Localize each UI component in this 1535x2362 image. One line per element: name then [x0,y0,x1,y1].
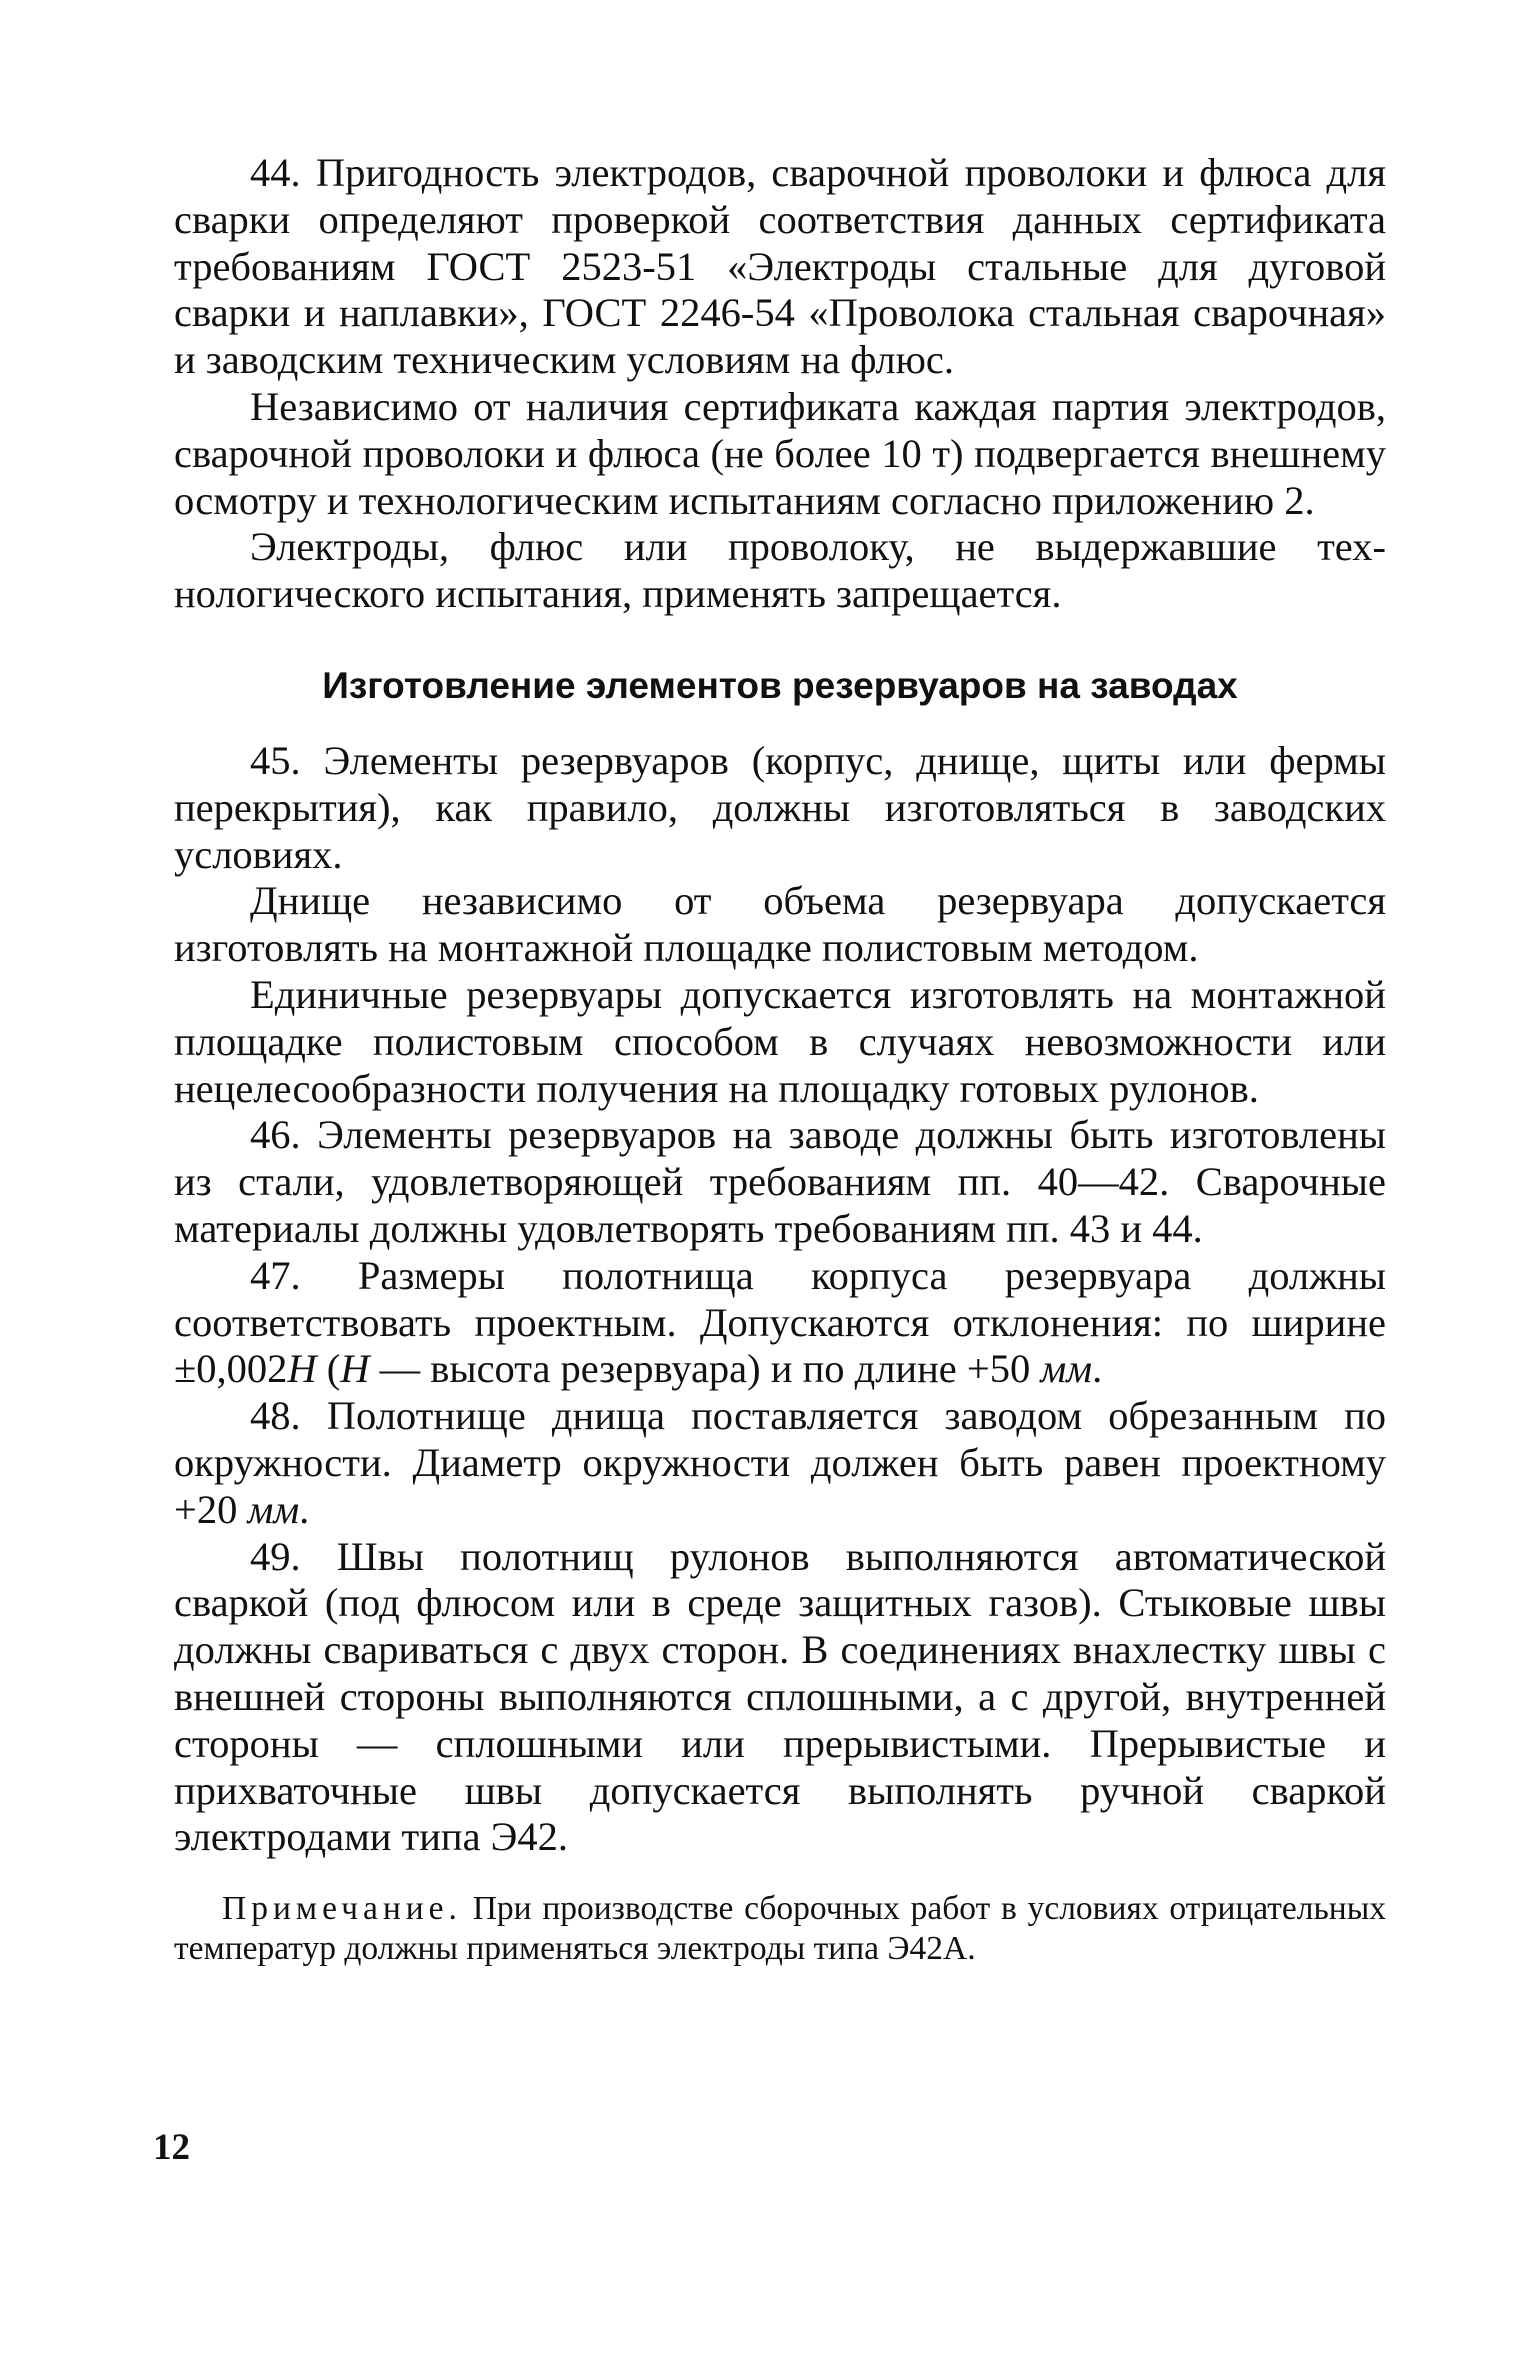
p47-end: . [1092,1346,1103,1392]
paragraph-44: 44. Пригодность электродов, сварочной проволоки и флюса для сварки определяют проверкой соответствия данных сертификата требованиям ГОСТ 2523-51 «Электроды стальные для дуговой сварки и наплавки», ГОСТ 2246-54 «Проволока стальная сварочная» и заводским техническим условиям на флюс. [174,150,1386,383]
p48-text: 48. Полотнище днища поставляется заводом обрезанным по окружности. Диаметр окружности должен быть равен проектному +20 [174,1393,1386,1532]
note-label: Примечание. [222,1890,462,1928]
paragraph-49: 49. Швы полотнищ рулонов выполняются автоматической сваркой (под флюсом или в среде защитных газов). Стыковые швы должны свариваться с двух сторон. В соединениях внахлестку швы с внешней стороны выполняются сплошными, а с другой, внутренней стороны — сплошными или прерывистыми. Прерывистые и прихваточные швы допускается выполнять ручной сваркой электродами типа Э42. [174,1533,1386,1860]
paragraph-48 [174,1393,1386,1533]
section-heading: Изготовление элементов резервуаров на заводах [322,664,1238,706]
paragraph-single-tanks: Единичные резервуары допускается изготовлять на монтажной площадке полистовым способом в случаях невозможности или нецелесообразности получения на площадку готовых рулонов. [174,971,1386,1111]
p47-unit: мм [1040,1346,1093,1392]
paragraph-certificate-inspection: Независимо от наличия сертификата каждая партия электродов, сварочной проволоки и флюса (не более 10 т) подвергается внешнему осмотру и технологическим испытаниям согласно приложению 2. [174,383,1386,523]
paragraph-45: 45. Элементы резервуаров (корпус, днище, щиты или фермы перекрытия), как правило, должны изготовляться в заводских условиях. [174,737,1386,877]
p48-unit: мм [247,1486,300,1532]
paragraph-46: 46. Элементы резервуаров на заводе должны быть изготовлены из стали, удовлетворяющей требованиям пп. 40—42. Сварочные материалы должны удовлетворять требованиям пп. 43 и 44. [174,1112,1386,1251]
p48-end: . [299,1486,310,1532]
page-body [174,150,1386,2003]
p47-var-h2: H [340,1346,370,1392]
paragraph-bottom-assembly: Днище независимо от объема резервуара допускается изготовлять на монтажной площадке полистовым методом. [174,878,1386,971]
p47-var-h1: H [287,1346,317,1392]
p47-text-c: — высота резервуара) и по длине +50 [369,1346,1041,1392]
p47-text-b: ( [316,1346,341,1392]
paragraph-47 [174,1253,1386,1393]
paragraph-rejection: Электроды, флюс или проволоку, не выдержавшие технологического испытания, применять запрещается. [174,524,1386,617]
page-number: 12 [153,2127,190,2168]
footnote-note [174,1889,1386,1969]
p47-text-a: 47. Размеры полотнища корпуса резервуара должны соответствовать проектным. Допускаются отклонения: по ширине ±0,002 [174,1252,1386,1392]
note-text: При производстве сборочных работ в условиях отрицательных температур должны применяться электроды типа Э42А. [174,1890,1386,1968]
